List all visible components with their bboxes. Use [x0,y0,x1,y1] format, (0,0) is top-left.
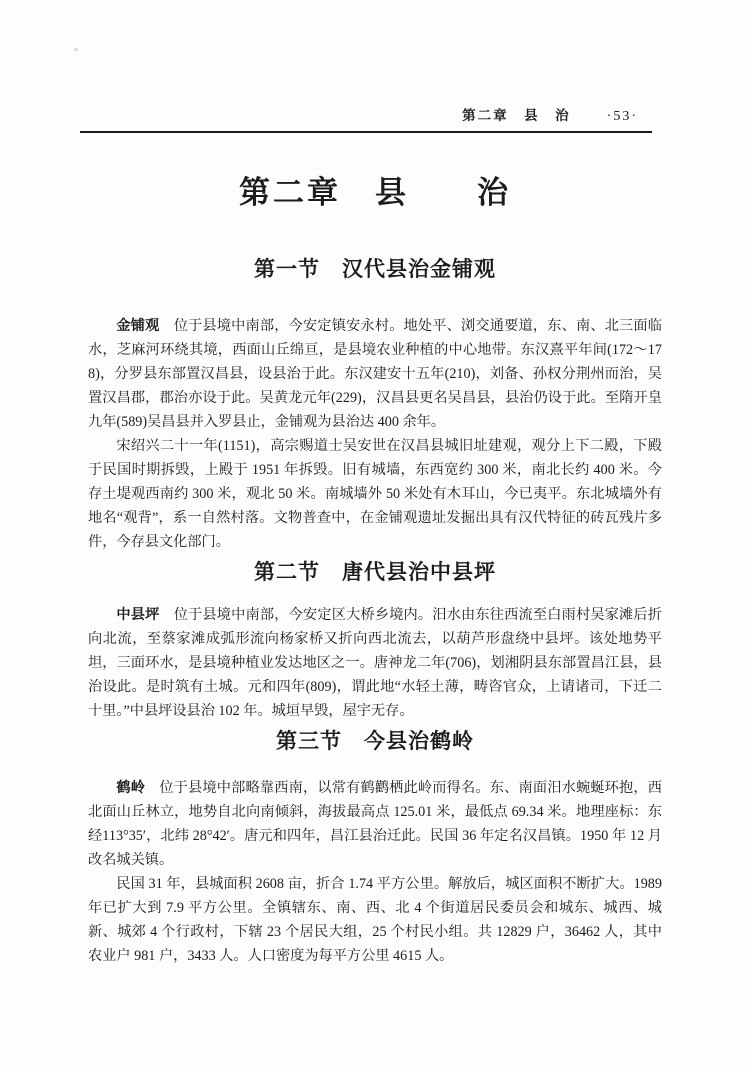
scan-speck [74,48,78,51]
running-header-page-number: ·53· [606,109,638,124]
paragraph-text: 民国 31 年，县城面积 2608 亩，折合 1.74 平方公里。解放后，城区面积不断扩大。1989 年已扩大到 7.9 平方公里。全镇辖东、南、西、北 4 个街道居民委员会和城东、城西、城新、城郊 4 个行政村，下辖 23 个居民大组，25 个村民小组。共 12829 户，36462 人，其中农业户 981 户，3433 人。人口密度为每平方公里 4615 人。 [88,876,662,964]
section-1-paragraph-2 [88,434,662,554]
header-rule [80,131,652,133]
paragraph-text: 位于县境中部略靠西南，以常有鹤鹳栖此岭而得名。东、南面汨水蜿蜒环抱，西北面山丘林立，地势自北向南倾斜，海拔最高点 125.01 米，最低点 69.34 米。地理座标：东经113°35′，北纬 28°42′。唐元和四年，昌江县治迁此。民国 36 年定名汉昌镇。1950 年 12 月改名城关镇。 [88,780,662,868]
paragraph-text: 位于县境中南部，今安定镇安永村。地处平、浏交通要道，东、南、北三面临水，芝麻河环绕其境，西面山丘绵亘，是县境农业种植的中心地带。东汉熹平年间(172～178)，分罗县东部置汉昌县，设县治于此。东汉建安十五年(210)，刘备、孙权分荆州而治，吴置汉昌郡，郡治亦设于此。吴黄龙元年(229)，汉昌县更名吴昌县，县治仍设于此。至隋开皇九年(589)吴昌县并入罗县止，金铺观为县治达 400 余年。 [88,318,662,430]
section-2-title: 第二节 唐代县治中县坪 [254,561,496,584]
section-3-title: 第三节 今县治鹤岭 [276,730,474,753]
running-header-chapter: 第二章 县 治 [462,108,571,123]
section-3-paragraph-1 [88,776,662,872]
running-header [88,104,662,122]
section-1-title: 第一节 汉代县治金铺观 [254,258,496,281]
paragraph-head-zhongxianping: 中县坪 [116,607,160,623]
chapter-title: 第二章 县 治 [239,175,511,210]
paragraph-head-jinpuguan: 金铺观 [116,318,160,334]
section-1-paragraph-1 [88,314,662,434]
paragraph-head-heling: 鹤岭 [116,780,146,796]
paragraph-text: 位于县境中南部，今安定区大桥乡境内。汨水由东往西流至白雨村吴家滩后折向北流，至蔡家滩成弧形流向杨家桥又折向西北流去，以葫芦形盘绕中县坪。该处地势平坦，三面环水，是县境种植业发达地区之一。唐神龙二年(706)，划湘阴县东部置昌江县，县治设此。是时筑有土城。元和四年(809)，谓此地“水轻土薄，畴咨官众，上请诸司，下迁二十里。”中县坪设县治 102 年。城垣早毁，屋宇无存。 [88,607,662,719]
paragraph-text: 宋绍兴二十一年(1151)，高宗赐道士吴安世在汉昌县城旧址建观，观分上下二殿，下殿于民国时期拆毁，上殿于 1951 年拆毁。旧有城墙，东西宽约 300 米，南北长约 400 米。今存土堤观西南约 300 米，观北 50 米。南城墙外 50 米处有木耳山，今已夷平。东北城墙外有地名“观背”，系一自然村落。文物普查中，在金铺观遗址发掘出具有汉代特征的砖瓦残片多件，今存县文化部门。 [88,438,662,550]
section-2-paragraph-1 [88,603,662,723]
section-3-paragraph-2 [88,872,662,968]
